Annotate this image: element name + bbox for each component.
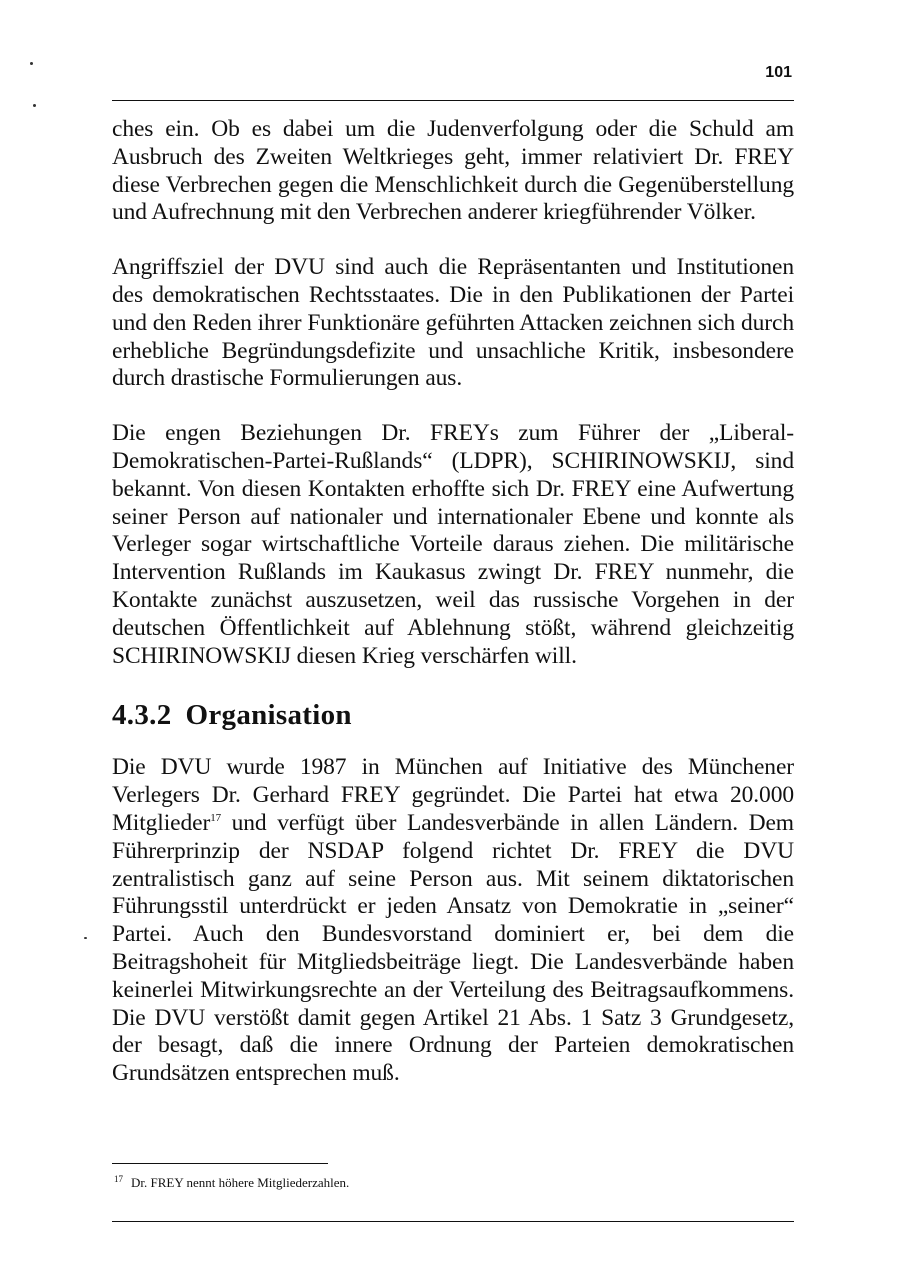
organisation-text-part1: Die DVU wurde 1987 in München auf Initiative des Münchener Verlegers Dr. Gerhard FREY gegründet. Die Partei hat etwa 20.000 Mitglieder [112,754,794,836]
body-text [112,116,794,1115]
paragraph-3: Die engen Beziehungen Dr. FREYs zum Führer der „Liberal-Demokratischen-Partei-Rußlands“ (LDPR), SCHIRINOWSKIJ, sind bekannt. Von diesen Kontakten erhoffte sich Dr. FREY eine Aufwertung seiner Person auf nationaler und internationaler Ebene und konnte als Verleger sogar wirtschaftliche Vorteile daraus ziehen. Die militärische Intervention Rußlands im Kaukasus zwingt Dr. FREY nunmehr, die Kontakte zunächst auszusetzen, weil das russische Vorgehen in der deutschen Öffentlichkeit auf Ablehnung stößt, während gleichzeitig SCHIRINOWSKIJ diesen Krieg verschärfen will. [112,420,794,669]
paragraph-2: Angriffsziel der DVU sind auch die Repräsentanten und Institutionen des demokratischen Rechtsstaates. Die in den Publikationen der Partei und den Reden ihrer Funktionäre geführten Attacken zeichnen sich durch erhebliche Begründungsdefizite und unsachliche Kritik, insbesondere durch drastische Formulierungen aus. [112,254,794,392]
footnote-text: Dr. FREY nennt höhere Mitgliederzahlen. [131,1175,350,1190]
scan-speck [30,62,33,65]
footnote [114,1175,714,1191]
page-number: 101 [765,64,792,81]
footnote-number: 17 [114,1174,123,1184]
header-rule [112,100,794,101]
footnote-reference: 17 [210,811,222,824]
section-number: 4.3.2 [112,699,172,732]
section-title: Organisation [185,699,352,732]
footnote-rule [112,1163,328,1164]
paragraph-1: ches ein. Ob es dabei um die Judenverfolgung oder die Schuld am Ausbruch des Zweiten Weltkrieges geht, immer relativiert Dr. FREY diese Verbrechen gegen die Menschlichkeit durch die Gegenüberstellung und Aufrechnung mit den Verbrechen anderer kriegführender Völker. [112,116,794,226]
scan-speck [84,937,87,939]
scan-speck [33,104,36,107]
footer-rule [112,1221,794,1222]
organisation-text-part2: und verfügt über Landesverbände in allen Ländern. Dem Führerprinzip der NSDAP folgend richtet Dr. FREY die DVU zentralistisch ganz auf seine Person aus. Mit seinem diktatorischen Führungsstil unterdrückt er jeden Ansatz von Demokratie in „seiner“ Partei. Auch den Bundesvorstand dominiert er, bei dem die Beitragshoheit für Mitgliedsbeiträge liegt. Die Landesverbände haben keinerlei Mitwirkungsrechte an der Verteilung des Beitragsaufkommens. Die DVU verstößt damit gegen Artikel 21 Abs. 1 Satz 3 Grundgesetz, der besagt, daß die innere Ordnung der Parteien demokratischen Grundsätzen entsprechen muß. [112,809,794,1087]
section-heading [112,697,794,733]
paragraph-organisation [112,754,794,1088]
